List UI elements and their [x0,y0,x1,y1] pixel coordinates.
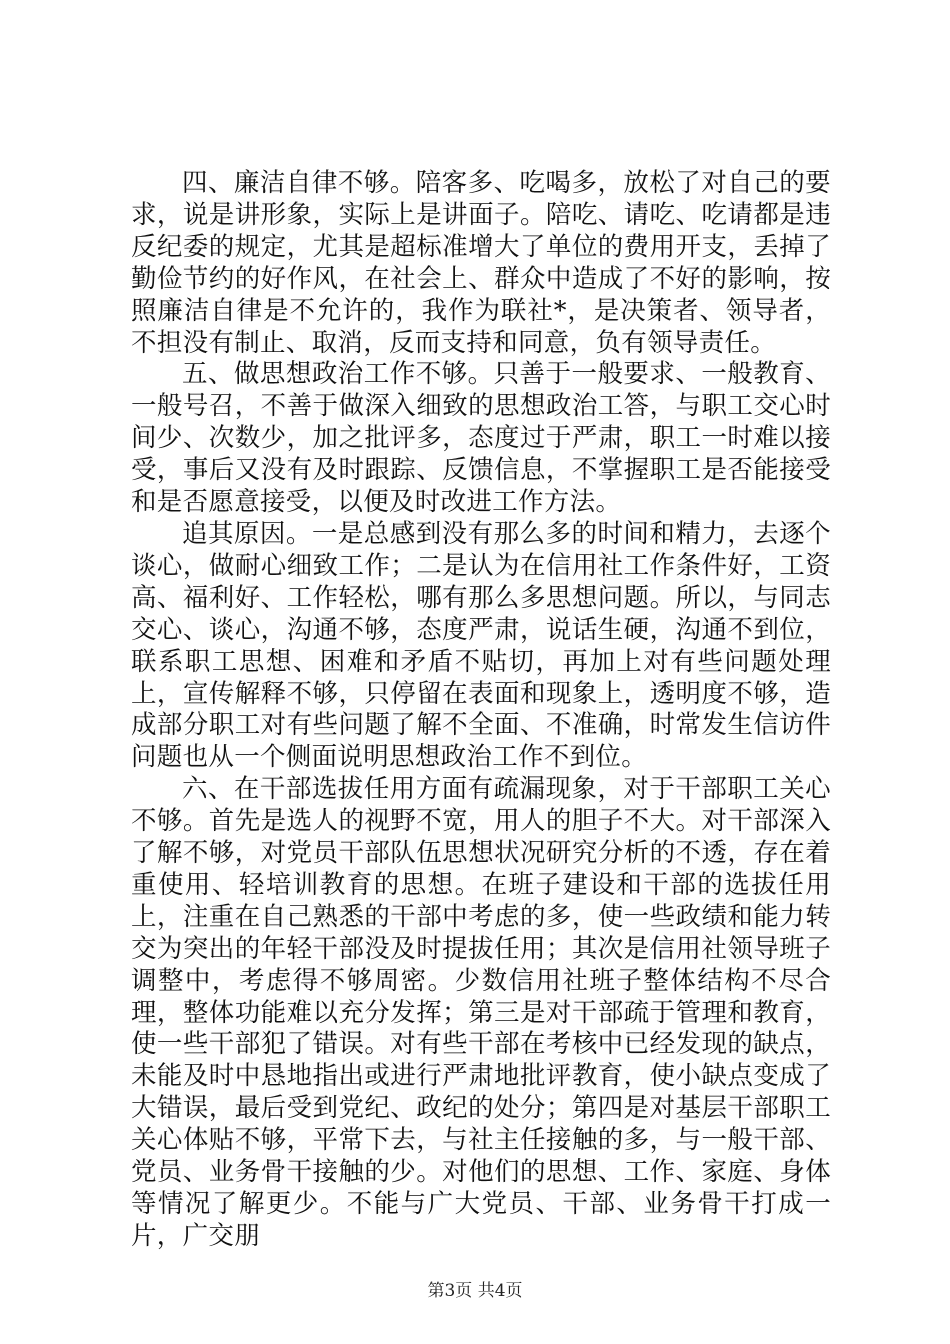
document-body [131,168,831,1253]
paragraph-integrity: 四、廉洁自律不够。陪客多、吃喝多，放松了对自己的要求，说是讲形象，实际上是讲面子。陪吃、请吃、吃请都是违反纪委的规定，尤其是超标准增大了单位的费用开支，丢掉了勤俭节约的好作风，在社会上、群众中造成了不好的影响，按照廉洁自律是不允许的，我作为联社*，是决策者、领导者，不担没有制止、取消，反而支持和同意，负有领导责任。 [131,168,831,358]
paragraph-root-causes: 追其原因。一是总感到没有那么多的时间和精力，去逐个谈心，做耐心细致工作；二是认为在信用社工作条件好，工资高、福利好、工作轻松，哪有那么多思想问题。所以，与同志交心、谈心，沟通不够，态度严肃，说话生硬，沟通不到位，联系职工思想、困难和矛盾不贴切，再加上对有些问题处理上，宣传解释不够，只停留在表面和现象上，透明度不够，造成部分职工对有些问题了解不全面、不准确，时常发生信访件问题也从一个侧面说明思想政治工作不到位。 [131,518,831,773]
page-number-footer: 第3页 共4页 [427,1281,523,1301]
paragraph-cadre-selection: 六、在干部选拔任用方面有疏漏现象，对于干部职工关心不够。首先是选人的视野不宽，用人的胆子不大。对干部深入了解不够，对党员干部队伍思想状况研究分析的不透，存在着重使用、轻培训教育的思想。在班子建设和干部的选拔任用上，注重在自己熟悉的干部中考虑的多，使一些政绩和能力转交为突出的年轻干部没及时提拔任用；其次是信用社领导班子调整中，考虑得不够周密。少数信用社班子整体结构不尽合理，整体功能难以充分发挥；第三是对干部疏于管理和教育，使一些干部犯了错误。对有些干部在考核中已经发现的缺点，未能及时中恳地指出或进行严肃地批评教育，使小缺点变成了大错误，最后受到党纪、政纪的处分；第四是对基层干部职工关心体贴不够，平常下去，与社主任接触的多，与一般干部、党员、业务骨干接触的少。对他们的思想、工作、家庭、身体等情况了解更少。不能与广大党员、干部、业务骨干打成一片，广交朋 [131,774,831,1251]
paragraph-political-work: 五、做思想政治工作不够。只善于一般要求、一般教育、一般号召，不善于做深入细致的思想政治工答，与职工交心时间少、次数少，加之批评多，态度过于严肃，职工一时难以接受，事后又没有及时跟踪、反馈信息，不掌握职工是否能接受和是否愿意接受，以便及时改进工作方法。 [131,359,831,518]
